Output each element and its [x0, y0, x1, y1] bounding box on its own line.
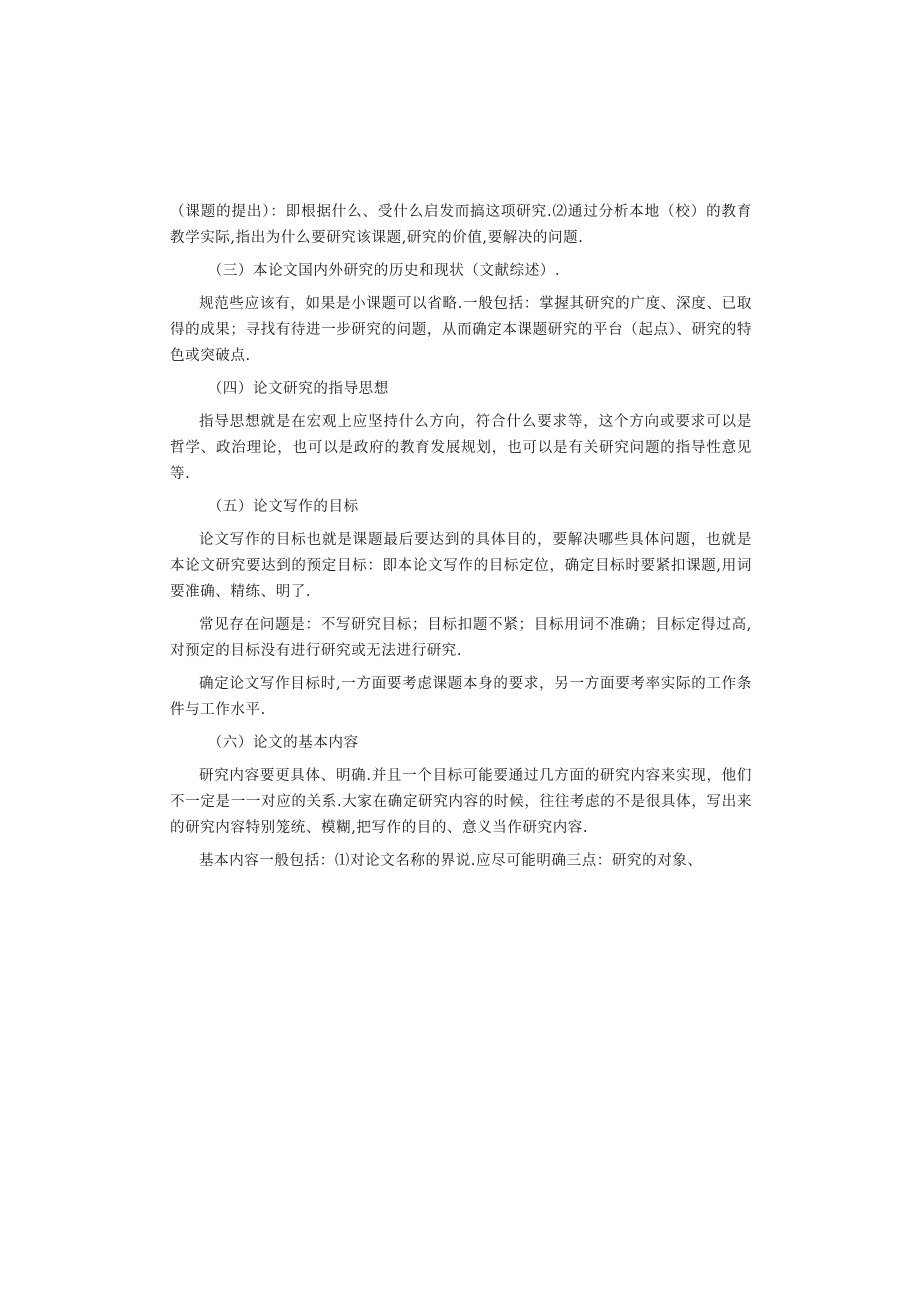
paragraph-8: 基本内容一般包括：⑴对论文名称的界说.应尽可能明确三点：研究的对象、 — [199, 853, 703, 869]
section-heading-6: （六）论文的基本内容 — [207, 735, 359, 751]
section-heading-5: （五）论文写作的目标 — [207, 499, 359, 515]
paragraph-3: 指导思想就是在宏观上应坚持什么方向，符合什么要求等，这个方向或要求可以是哲学、政治理论，也可以是政府的教育发展规划，也可以是有关研究问题的指导性意见等. — [170, 414, 752, 482]
paragraph-4: 论文写作的目标也就是课题最后要达到的具体目的，要解决哪些具体问题，也就是本论文研究要达到的预定目标：即本论文写作的目标定位，确定目标时要紧扣课题,用词要准确、精练、明了. — [170, 532, 752, 600]
paragraph-5: 常见存在问题是：不写研究目标；目标扣题不紧；目标用词不准确；目标定得过高,对预定的目标没有进行研究或无法进行研究. — [170, 617, 752, 659]
paragraph-6: 确定论文写作目标时,一方面要考虑课题本身的要求，另一方面要考率实际的工作条件与工作水平. — [170, 676, 752, 718]
paragraph-1: （课题的提出）：即根据什么、受什么启发而搞这项研究.⑵通过分析本地（校）的教育教学实际,指出为什么要研究该课题,研究的价值,要解决的问题. — [170, 204, 752, 246]
paragraph-2: 规范些应该有，如果是小课题可以省略.一般包括：掌握其研究的广度、深度、已取得的成果；寻找有待进一步研究的问题，从而确定本课题研究的平台（起点）、研究的特色或突破点. — [170, 296, 752, 364]
paragraph-7: 研究内容要更具体、明确.并且一个目标可能要通过几方面的研究内容来实现，他们不一定是一一对应的关系.大家在确定研究内容的时候，往往考虑的不是很具体，写出来的研究内容特别笼统、模糊,把写作的目的、意义当作研究内容. — [170, 768, 752, 836]
document-body — [170, 199, 752, 881]
section-heading-3: （三）本论文国内外研究的历史和现状（文献综述）. — [207, 263, 561, 279]
section-heading-4: （四）论文研究的指导思想 — [207, 381, 389, 397]
